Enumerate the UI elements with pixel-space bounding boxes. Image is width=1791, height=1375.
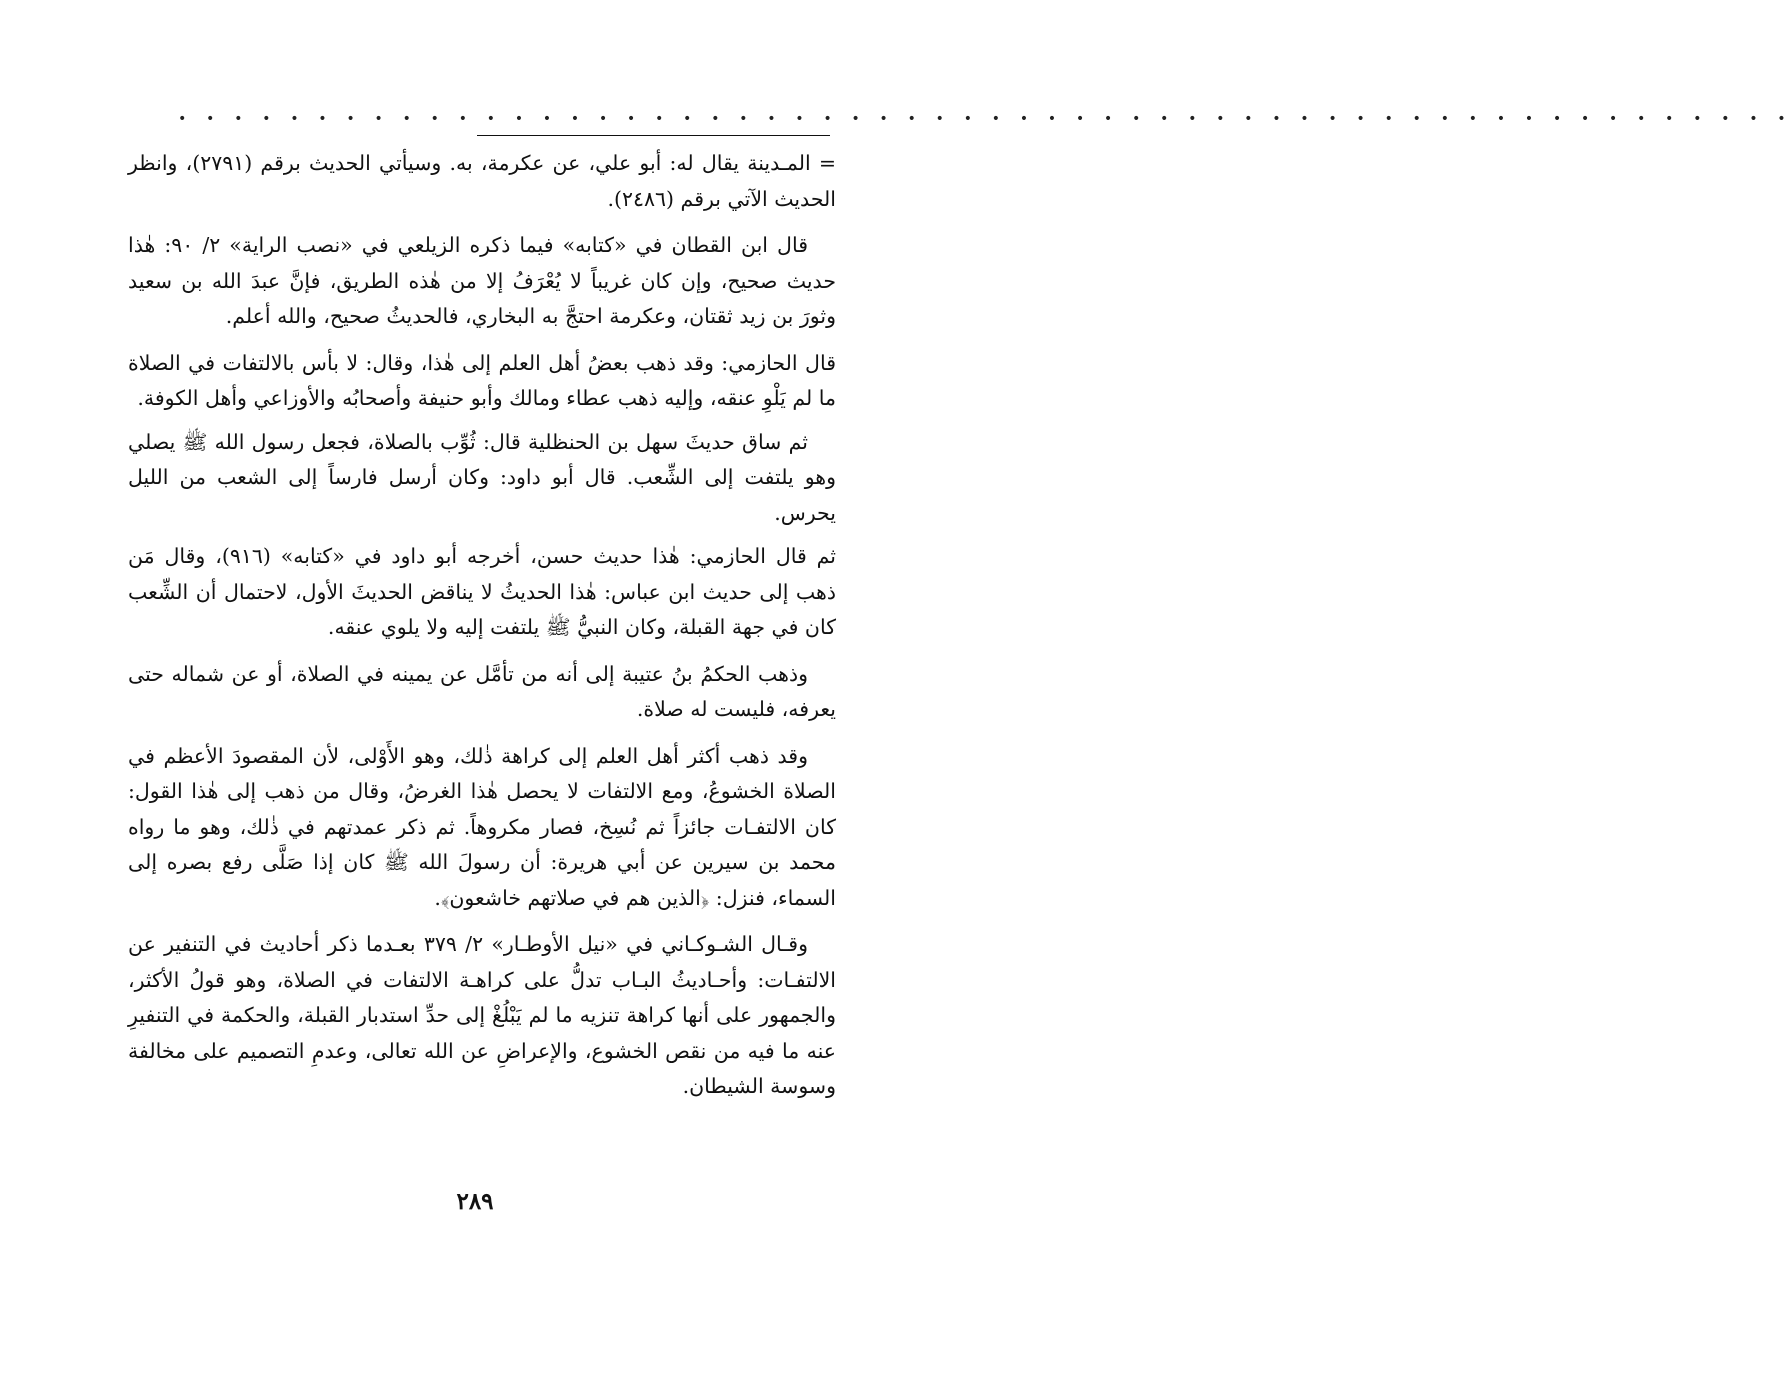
paragraph-majority: وقد ذهب أكثر أهل العلم إلى كراهة ذٰلك، وهو الأَوْلى، لأن المقصودَ الأعظم في الصلاة الخشوعُ، ومع الالتفات لا يحصل هٰذا الغرضُ، وقال من ذهب إلى هٰذا القول: كان الالتفـات جائزاً ثم نُسِخ، فصار مكروهاً. ثم ذكر عمدتهم في ذٰلك، وهو ما رواه محمد بن سيرين عن أبي هريرة: أن رسولَ الله ﷺ كان إذا صَلَّى رفع بصره إلى السماء، فنزل: ﴿الذين هم في صلاتهم خاشعون﴾. <box>128 743 836 910</box>
paragraph-ibn-al-qattan: قال ابن القطان في «كتابه» فيما ذكره الزيلعي في «نصب الراية» ٢/ ٩٠: هٰذا حديث صحيح، وإن كان غريباً لا يُعْرَفُ إلا من هٰذه الطريق، فإنَّ عبدَ الله بن سعيد وثورَ بن زيد ثقتان، وعكرمة احتجَّ به البخاري، فالحديثُ صحيح، والله أعلم. <box>128 233 836 328</box>
footnote-separator-rule <box>477 135 830 136</box>
paragraph-hakam: وذهب الحكمُ بنُ عتيبة إلى أنه من تأمَّل عن يمينه في الصلاة، أو عن شماله حتى يعرفه، فليست له صلاة. <box>128 661 836 721</box>
paragraph-shawkani: وقـال الشـوكـاني في «نيل الأوطـار» ٢/ ٣٧٩ بعـدما ذكر أحاديث في التنفير عن الالتفـات: وأحـاديثُ البـاب تدلُّ على كراهـة الالتفات في الصلاة، وهو قولُ الأكثر، والجمهور على أنها كراهة تنزيه ما لم يَبْلُغْ إلى حدِّ استدبار القبلة، والحكمة في التنفيرِ عنه ما فيه من نقص الخشوع، والإعراضِ عن الله تعالى، وعدمِ التصميم على مخالفة وسوسة الشيطان. <box>128 932 836 1098</box>
page-number: ٢٨٩ <box>456 1188 494 1215</box>
paragraph-continuation: = المـدينة يقال له: أبو علي، عن عكرمة، به. وسيأتي الحديث برقم (٢٧٩١)، وانظر الحديث الآتي برقم (٢٤٨٦). <box>128 151 837 211</box>
footnote-separator-dots: • • • • • • • • • • • • • • • • • • • • • • • • • • • • • • • • • • • • • • • • • • • • • • • • • • • • • • • • • • <box>178 111 1791 127</box>
footnote-text-block <box>128 146 836 1116</box>
paragraph-sahl-hadith: ثم ساق حديثَ سهل بن الحنظلية قال: ثُوِّب بالصلاة، فجعل رسول الله ﷺ يصلي وهو يلتفت إلى الشِّعب. قال أبو داود: وكان أرسل فارساً إلى الشعب من الليل يحرس. <box>128 429 836 525</box>
paragraph-hazimi: قال الحازمي: وقد ذهب بعضُ أهل العلم إلى هٰذا، وقال: لا بأس بالالتفات في الصلاة ما لم يَلْوِ عنقه، وإليه ذهب عطاء ومالك وأبو حنيفة وأصحابُه والأوزاعي وأهل الكوفة. <box>128 350 836 410</box>
paragraph-hazimi-hasan: ثم قال الحازمي: هٰذا حديث حسن، أخرجه أبو داود في «كتابه» (٩١٦)، وقال مَن ذهب إلى حديث ابن عباس: هٰذا الحديثُ لا يناقض الحديثَ الأول، لاحتمال أن الشِّعب كان في جهة القبلة، وكان النبيُّ ﷺ يلتفت إليه ولا يلوي عنقه. <box>128 544 836 639</box>
